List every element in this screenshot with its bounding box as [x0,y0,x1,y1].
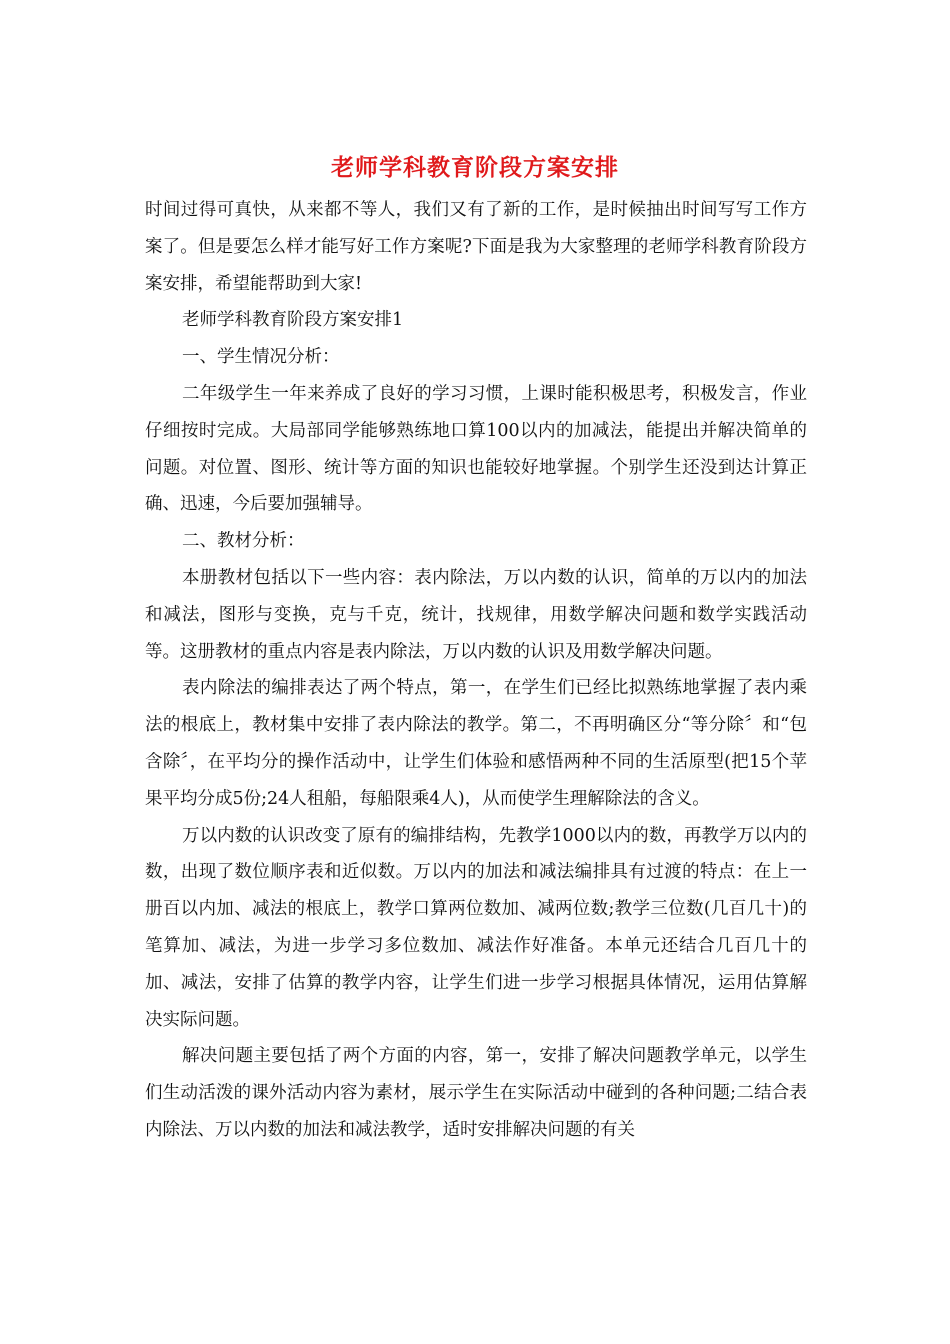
document-title: 老师学科教育阶段方案安排 [331,154,619,181]
paragraph-student-analysis: 二年级学生一年来养成了良好的学习习惯，上课时能积极思考，积极发言，作业仔细按时完成。大局部同学能够熟练地口算100以内的加减法，能提出并解决简单的问题。对位置、图形、统计等方面的知识也能较好地掌握。个别学生还没到达计算正确、迅速，今后要加强辅导。 [145,383,807,515]
subheading-textbook-analysis: 二、教材分析： [182,531,305,552]
paragraph-problem-solving: 解决问题主要包括了两个方面的内容，第一，安排了解决问题教学单元，以学生们生动活泼的课外活动内容为素材，展示学生在实际活动中碰到的各种问题;二结合表内除法、万以内数的加法和减法教学，适时安排解决问题的有关 [145,1046,807,1140]
document-body [145,192,807,1149]
section-heading-plan-1: 老师学科教育阶段方案安排1 [182,310,404,331]
paragraph-division: 表内除法的编排表达了两个特点，第一，在学生们已经比拟熟练地掌握了表内乘法的根底上，教材集中安排了表内除法的教学。第二，不再明确区分“等分除〞和“包含除〞，在平均分的操作活动中，让学生们体验和感悟两种不同的生活原型(把15个苹果平均分成5份;24人租船，每船限乘4人)，从而使学生理解除法的含义。 [145,678,807,809]
paragraph-textbook-contents: 本册教材包括以下一些内容：表内除法，万以内数的认识，简单的万以内的加法和减法，图形与变换，克与千克，统计，找规律，用数学解决问题和数学实践活动等。这册教材的重点内容是表内除法，万以内数的认识及用数学解决问题。 [145,567,807,662]
paragraph-numbers-within-10000: 万以内数的认识改变了原有的编排结构，先教学1000以内的数，再教学万以内的数，出现了数位顺序表和近似数。万以内的加法和减法编排具有过渡的特点：在上一册百以内加、减法的根底上，教学口算两位数加、减两位数;教学三位数(几百几十)的笔算加、减法，为进一步学习多位数加、减法作好准备。本单元还结合几百几十的加、减法，安排了估算的教学内容，让学生们进一步学习根据具体情况，运用估算解决实际问题。 [145,825,807,1030]
intro-paragraph: 时间过得可真快，从来都不等人，我们又有了新的工作，是时候抽出时间写写工作方案了。但是要怎么样才能写好工作方案呢?下面是我为大家整理的老师学科教育阶段方案安排，希望能帮助到大家! [145,200,807,294]
subheading-student-analysis: 一、学生情况分析： [182,347,340,368]
